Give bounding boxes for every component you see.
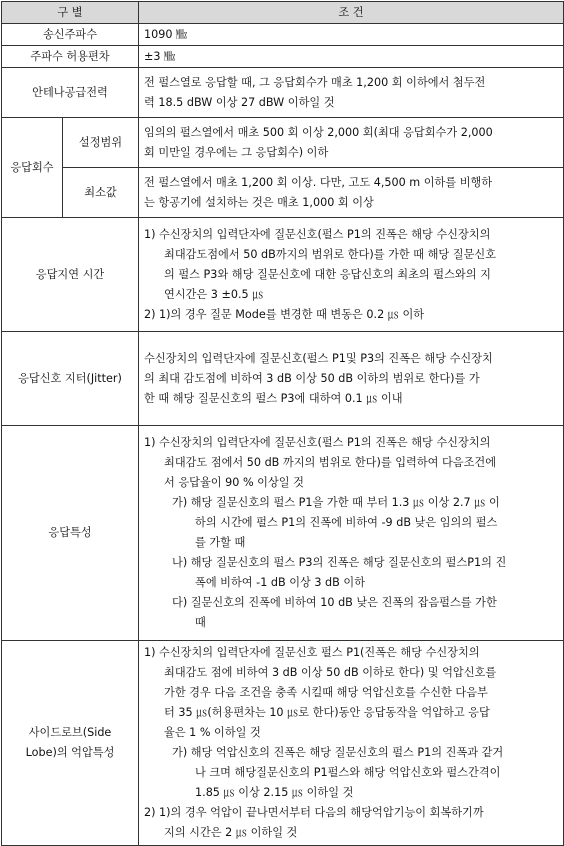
value-antenna-power <box>139 68 564 118</box>
header-row <box>2 2 564 24</box>
value-minimum <box>139 168 564 218</box>
value-setting-range <box>139 118 564 168</box>
text-line: 2) 1)의 경우 억압이 끝나면서부터 다음의 해당억압기능이 회복하기까 <box>144 806 484 819</box>
text-line: 다) 질문신호의 진폭에 비하여 10 dB 낮은 진폭의 잡음펄스를 가한 <box>172 596 497 609</box>
text-line: 때 <box>195 616 206 629</box>
text-line: 가) 해당 질문신호의 펄스 P1을 가한 때 부터 1.3 ㎲ 이상 2.7 ㎲ 이 <box>172 496 500 509</box>
header-category: 구 별 <box>2 2 139 24</box>
text-line: 를 가할 때 <box>195 536 246 549</box>
text-line: 최대감도점에서 50 dB까지의 범위로 한다)를 가한 때 해당 질문신호 <box>164 247 497 261</box>
text-line: 수신장치의 입력단자에 질문신호(펄스 P1및 P3의 진폭은 해당 수신장치 <box>144 351 493 365</box>
row-reply-delay <box>2 218 564 332</box>
label-reply-count: 응답회수 <box>2 118 63 218</box>
row-antenna-power <box>2 68 564 118</box>
label-reply-characteristics: 응답특성 <box>2 426 139 641</box>
text-line: 1.85 ㎲ 이상 2.15 ㎲ 이하일 것 <box>195 786 354 799</box>
value-sidelobe-suppression <box>139 641 564 846</box>
text-line: 전 펄스열에서 매초 1,200 회 이상. 다만, 고도 4,500 m 이하를 비행하 <box>144 175 493 189</box>
header-condition: 조 건 <box>139 2 564 24</box>
value-frequency-tolerance: ±3 ㎒ <box>139 46 564 68</box>
row-reply-characteristics <box>2 426 564 641</box>
value-reply-delay <box>139 218 564 332</box>
text-line: 폭에 비하여 -1 dB 이상 3 dB 이하 <box>195 576 365 589</box>
text-line: 회 미만일 경우에는 그 응답회수) 이하 <box>144 145 329 159</box>
text-line: 임의의 펄스열에서 매초 500 회 이상 2,000 회(최대 응답회수가 2,000 <box>144 125 493 139</box>
text-line: 서 응답율이 90 % 이상일 것 <box>164 476 304 489</box>
text-line: 는 항공기에 설치하는 것은 매초 1,000 회 이상 <box>144 195 374 209</box>
label-sidelobe-suppression <box>2 641 139 846</box>
value-tx-frequency: 1090 ㎒ <box>139 24 564 46</box>
row-reply-jitter <box>2 332 564 426</box>
text-line: 율은 1 % 이하일 것 <box>164 726 261 739</box>
text-line: 나) 해당 질문신호의 펄스 P3의 진폭은 해당 질문신호의 펄스P1의 진 <box>172 556 507 569</box>
text-line: 연시간은 3 ±0.5 ㎲ <box>164 287 264 301</box>
row-reply-count-min <box>2 168 564 218</box>
text-line: 지의 시간은 2 ㎲ 이하일 것 <box>164 826 298 839</box>
label-tx-frequency: 송신주파수 <box>2 24 139 46</box>
text-line: 하의 시간에 펄스 P1의 진폭에 비하여 -9 dB 낮은 임의의 펄스 <box>195 516 498 529</box>
text-line: 가) 해당 억압신호의 진폭은 해당 질문신호의 펄스 P1의 진폭과 같거 <box>172 746 504 759</box>
spec-table <box>1 1 564 846</box>
text-line: 최대감도 점에서 50 dB 까지의 범위로 한다)를 입력하여 다음조건에 <box>164 456 497 469</box>
text-line: 전 펄스열로 응답할 때, 그 응답회수가 매초 1,200 회 이하에서 첨두전 <box>144 75 486 89</box>
text-line: 가한 경우 다음 조건을 충족 시킬때 해당 억압신호를 수신한 다음부 <box>164 686 488 699</box>
label-line: Lobe)의 억압특성 <box>25 746 115 759</box>
row-tx-frequency <box>2 24 564 46</box>
value-reply-characteristics <box>139 426 564 641</box>
value-reply-jitter <box>139 332 564 426</box>
text-line: 1) 수신장치의 입력단자에 질문신호(펄스 P1의 진폭은 해당 수신장치의 <box>144 227 491 241</box>
text-line: 의 펄스 P3와 해당 질문신호에 대한 응답신호의 최초의 펄스와의 지 <box>164 267 491 281</box>
text-line: 터 35 ㎲(허용편차는 10 ㎲로 한다)동안 응답동작을 억압하고 응답 <box>164 706 490 719</box>
label-reply-jitter: 응답신호 지터(Jitter) <box>2 332 139 426</box>
text-line: 1) 수신장치의 입력단자에 질문신호(펄스 P1의 진폭은 해당 수신장치의 <box>144 436 491 449</box>
label-reply-delay: 응답지연 시간 <box>2 218 139 332</box>
label-minimum: 최소값 <box>63 168 139 218</box>
text-line: 최대감도 점에 비하여 3 dB 이상 50 dB 이하로 한다) 및 억압신호를 <box>164 666 497 679</box>
text-line: 1) 수신장치의 입력단자에 질문신호 펄스 P1(진폭은 해당 수신장치의 <box>144 646 480 659</box>
label-frequency-tolerance: 주파수 허용편차 <box>2 46 139 68</box>
text-line: 나 크며 해당질문신호의 P1펄스와 해당 억압신호와 펄스간격이 <box>195 766 501 779</box>
text-line: 2) 1)의 경우 질문 Mode를 변경한 때 변동은 0.2 ㎲ 이하 <box>144 307 425 321</box>
row-frequency-tolerance <box>2 46 564 68</box>
row-reply-count-range <box>2 118 564 168</box>
text-line: 의 최대 감도점에 비하여 3 dB 이상 50 dB 이하의 범위로 한다)를 가 <box>144 371 480 385</box>
label-antenna-power: 안테나공급전력 <box>2 68 139 118</box>
row-sidelobe-suppression <box>2 641 564 846</box>
text-line: 력 18.5 dBW 이상 27 dBW 이하일 것 <box>144 95 335 109</box>
label-setting-range: 설정범위 <box>63 118 139 168</box>
text-line: 한 때 해당 질문신호의 펄스 P3에 대하여 0.1 ㎲ 이내 <box>144 391 403 405</box>
label-line: 사이드로브(Side <box>28 726 112 739</box>
